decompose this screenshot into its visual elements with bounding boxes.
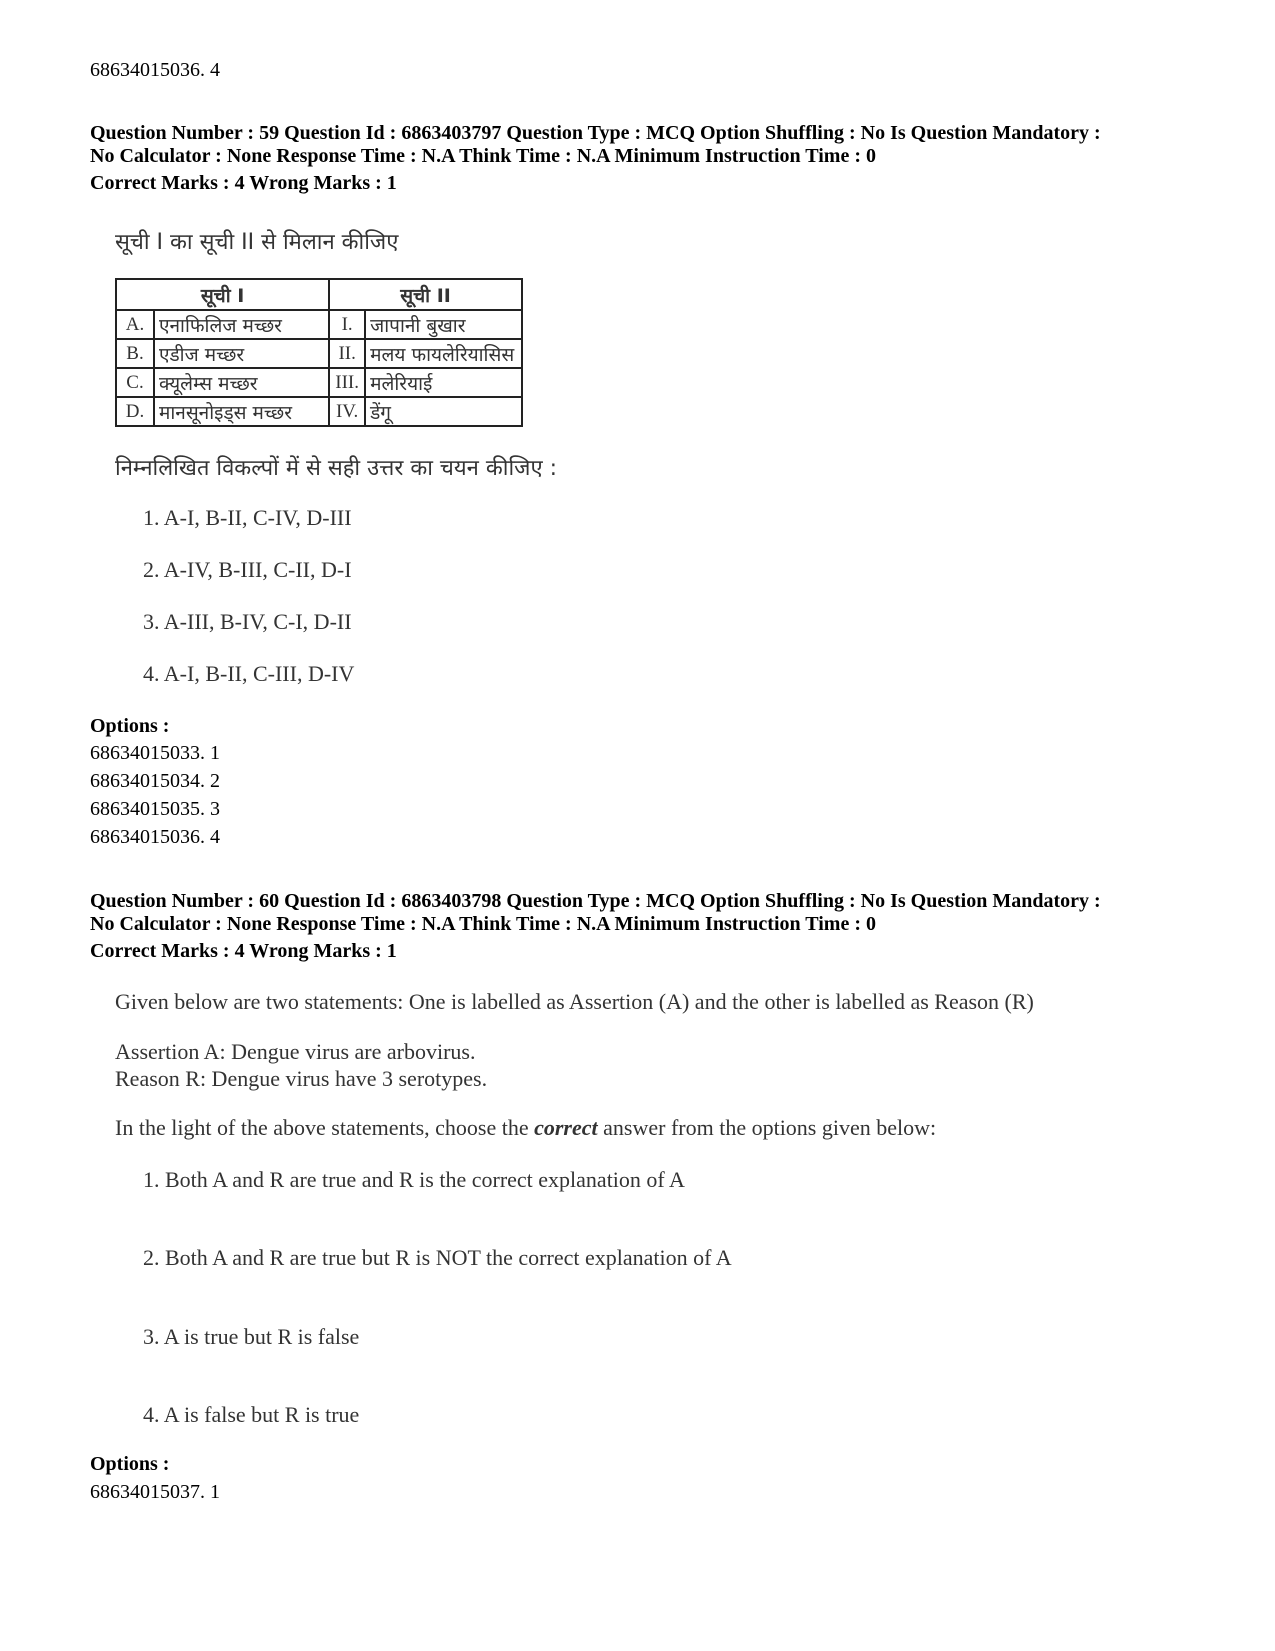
row-item: जापानी बुखार: [365, 310, 522, 339]
q60-choice-1: 1. Both A and R are true and R is the correct explanation of A: [143, 1167, 685, 1192]
q60-prompt-before: In the light of the above statements, choose the: [115, 1115, 535, 1140]
q59-header-line2: No Calculator : None Response Time : N.A Think Time : N.A Minimum Instruction Time : 0: [90, 145, 876, 167]
row-item: एनाफिलिज मच्छर: [154, 310, 329, 339]
q60-assertion: Assertion A: Dengue virus are arbovirus.: [115, 1039, 476, 1064]
col1-header: सूची I: [116, 279, 329, 310]
q60-intro: Given below are two statements: One is labelled as Assertion (A) and the other is labelled as Reason (R): [115, 989, 1034, 1014]
row-label: I.: [329, 310, 365, 339]
row-item: एडीज मच्छर: [154, 339, 329, 368]
q60-header-line2: No Calculator : None Response Time : N.A Think Time : N.A Minimum Instruction Time : 0: [90, 913, 876, 935]
q60-choice-4: 4. A is false but R is true: [143, 1402, 360, 1427]
table-row: [116, 368, 522, 397]
q59-option-1: 68634015033. 1: [90, 742, 220, 764]
q60-marks: Correct Marks : 4 Wrong Marks : 1: [90, 940, 397, 962]
q59-choice-2: 2. A-IV, B-III, C-II, D-I: [143, 557, 352, 582]
row-label: B.: [116, 339, 154, 368]
q59-header-line1: Question Number : 59 Question Id : 6863403797 Question Type : MCQ Option Shuffling : No Is Question Mandatory :: [90, 122, 1101, 144]
row-label: IV.: [329, 397, 365, 426]
table-header-row: [116, 279, 522, 310]
q60-header-line1: Question Number : 60 Question Id : 6863403798 Question Type : MCQ Option Shuffling : No Is Question Mandatory :: [90, 890, 1101, 912]
row-label: A.: [116, 310, 154, 339]
q59-choice-3: 3. A-III, B-IV, C-I, D-II: [143, 609, 352, 634]
q59-choose-prompt: निम्नलिखित विकल्पों में से सही उत्तर का चयन कीजिए :: [115, 456, 558, 481]
row-item: मलेरियाई: [365, 368, 522, 397]
q60-option-1: 68634015037. 1: [90, 1481, 220, 1503]
q59-marks: Correct Marks : 4 Wrong Marks : 1: [90, 172, 397, 194]
q59-option-2: 68634015034. 2: [90, 770, 220, 792]
q60-choice-3: 3. A is true but R is false: [143, 1324, 360, 1349]
q60-prompt-emphasis: correct: [534, 1115, 598, 1140]
q60-prompt-after: answer from the options given below:: [597, 1115, 937, 1140]
row-item: मानसूनोइड्स मच्छर: [154, 397, 329, 426]
q60-prompt: [115, 1115, 936, 1141]
q60-options-label: Options :: [90, 1453, 170, 1475]
q60-reason: Reason R: Dengue virus have 3 serotypes.: [115, 1066, 488, 1091]
q59-option-3: 68634015035. 3: [90, 798, 220, 820]
q59-options-label: Options :: [90, 715, 170, 737]
q59-instruction: सूची I का सूची II से मिलान कीजिए: [115, 230, 399, 255]
q59-match-table: [115, 278, 523, 427]
table-row: [116, 339, 522, 368]
q59-choice-4: 4. A-I, B-II, C-III, D-IV: [143, 661, 355, 686]
table-row: [116, 397, 522, 426]
previous-option-line: 68634015036. 4: [90, 59, 220, 81]
row-label: D.: [116, 397, 154, 426]
row-label: III.: [329, 368, 365, 397]
row-label: C.: [116, 368, 154, 397]
q60-choice-2: 2. Both A and R are true but R is NOT the correct explanation of A: [143, 1245, 732, 1270]
row-item: डेंगू: [365, 397, 522, 426]
col2-header: सूची II: [329, 279, 522, 310]
row-item: क्यूलेम्स मच्छर: [154, 368, 329, 397]
q59-option-4: 68634015036. 4: [90, 826, 220, 848]
row-item: मलय फायलेरियासिस: [365, 339, 522, 368]
table-row: [116, 310, 522, 339]
q59-choice-1: 1. A-I, B-II, C-IV, D-III: [143, 505, 352, 530]
row-label: II.: [329, 339, 365, 368]
